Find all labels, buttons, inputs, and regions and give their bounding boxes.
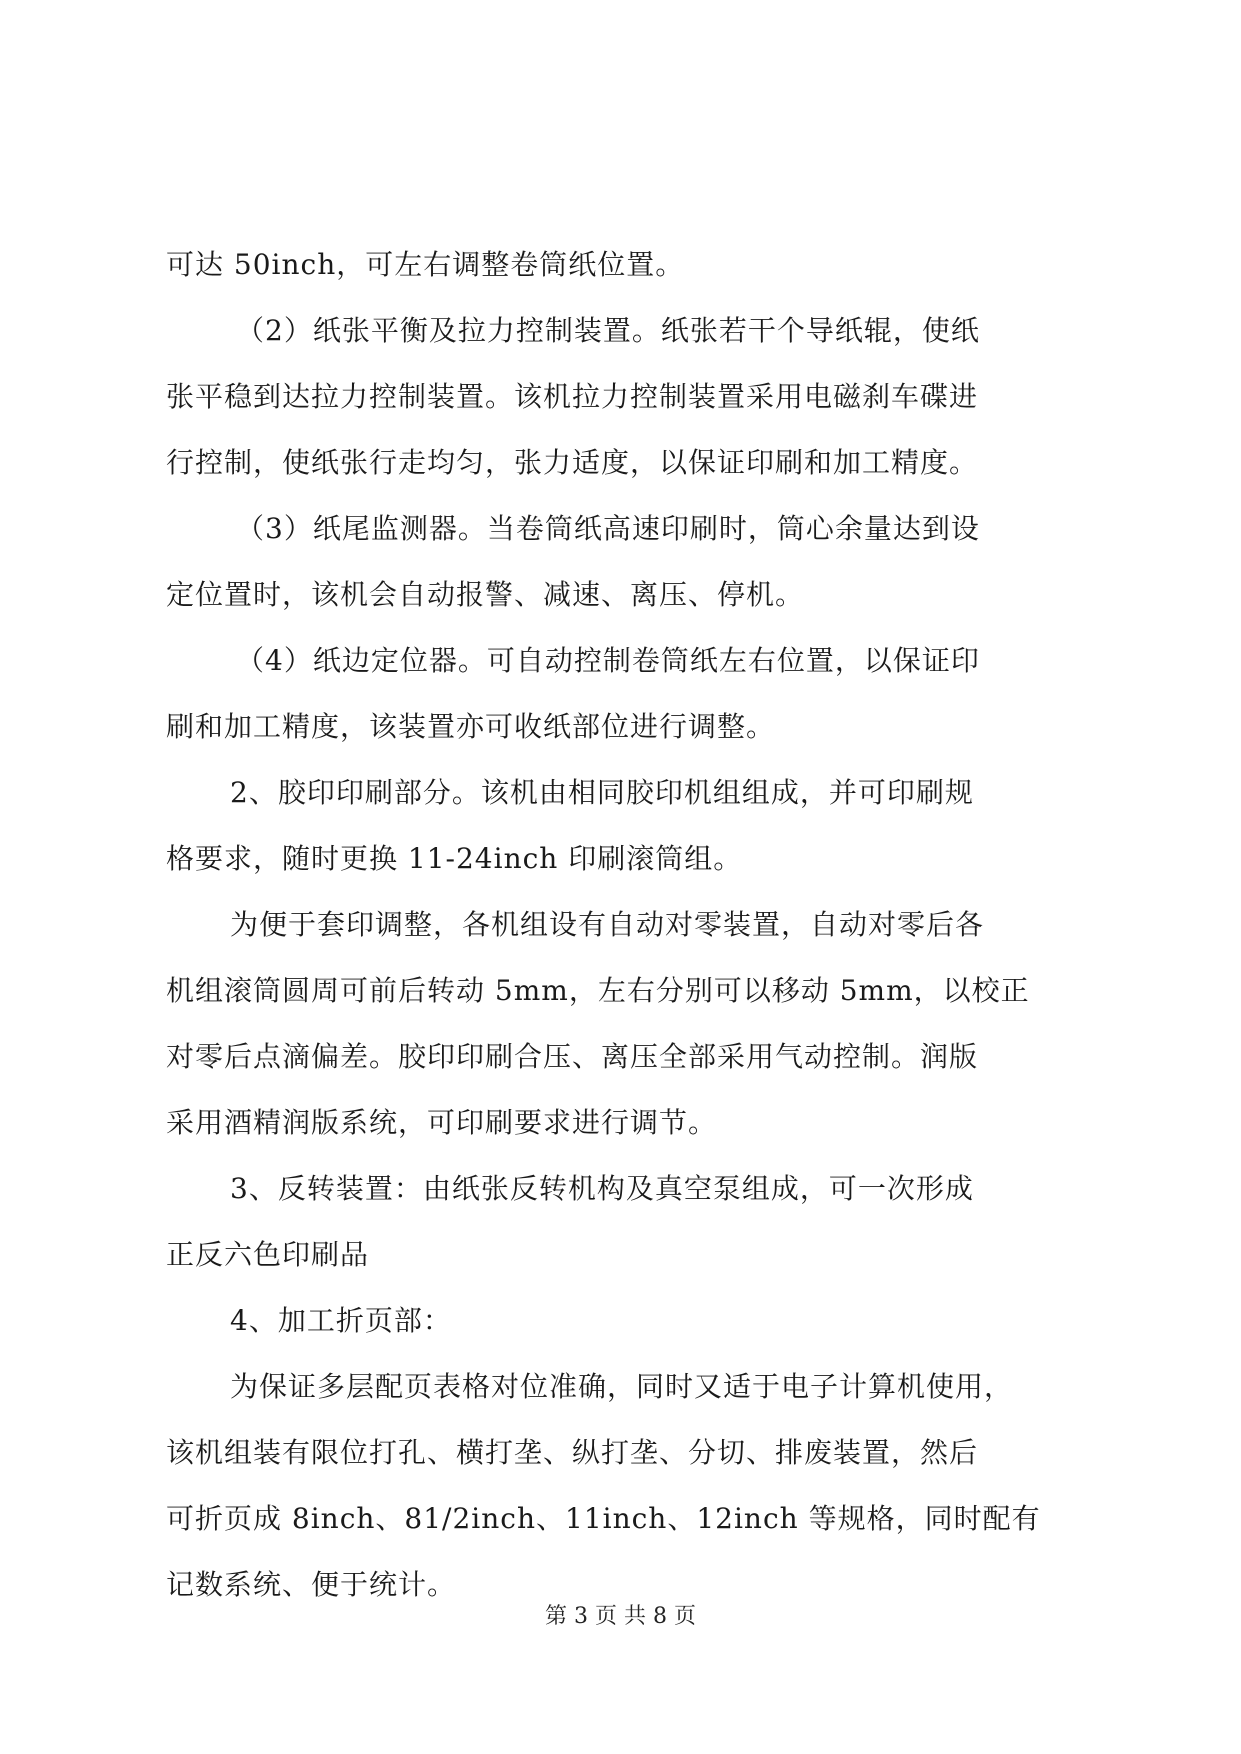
text-line: 刷和加工精度，该装置亦可收纸部位进行调整。 xyxy=(166,710,776,743)
text-line: 可达 50inch，可左右调整卷筒纸位置。 xyxy=(166,248,685,281)
text-line: 该机组装有限位打孔、横打垄、纵打垄、分切、排废装置，然后 xyxy=(166,1436,979,1469)
text-line: 张平稳到达拉力控制装置。该机拉力控制装置采用电磁刹车碟进 xyxy=(166,380,979,413)
text-line: 为保证多层配页表格对位准确，同时又适于电子计算机使用， xyxy=(230,1370,1014,1403)
text-line: （2）纸张平衡及拉力控制装置。纸张若干个导纸辊，使纸 xyxy=(236,314,980,347)
text-line: 格要求，随时更换 11-24inch 印刷滚筒组。 xyxy=(166,842,743,875)
text-line: （4）纸边定位器。可自动控制卷筒纸左右位置，以保证印 xyxy=(236,644,980,677)
text-line: （3）纸尾监测器。当卷筒纸高速印刷时，筒心余量达到设 xyxy=(236,512,980,545)
text-line: 记数系统、便于统计。 xyxy=(166,1568,457,1601)
text-line: 可折页成 8inch、81/2inch、11inch、12inch 等规格，同时配有 xyxy=(166,1502,1041,1535)
text-line: 机组滚筒圆周可前后转动 5mm，左右分别可以移动 5mm，以校正 xyxy=(166,974,1030,1007)
text-line: 3、反转装置：由纸张反转机构及真空泵组成，可一次形成 xyxy=(230,1172,974,1205)
text-line: 对零后点滴偏差。胶印印刷合压、离压全部采用气动控制。润版 xyxy=(166,1040,979,1073)
document-body xyxy=(166,232,1086,1618)
text-line: 为便于套印调整，各机组设有自动对零装置，自动对零后各 xyxy=(230,908,985,941)
text-line: 2、胶印印刷部分。该机由相同胶印机组组成，并可印刷规 xyxy=(230,776,974,809)
text-line: 定位置时，该机会自动报警、减速、离压、停机。 xyxy=(166,578,805,611)
page-number-footer: 第 3 页 共 8 页 xyxy=(545,1604,696,1629)
text-line: 采用酒精润版系统，可印刷要求进行调节。 xyxy=(166,1106,718,1139)
text-line: 正反六色印刷品 xyxy=(166,1238,370,1271)
text-line: 行控制，使纸张行走均匀，张力适度，以保证印刷和加工精度。 xyxy=(166,446,979,479)
text-line: 4、加工折页部： xyxy=(230,1304,452,1337)
